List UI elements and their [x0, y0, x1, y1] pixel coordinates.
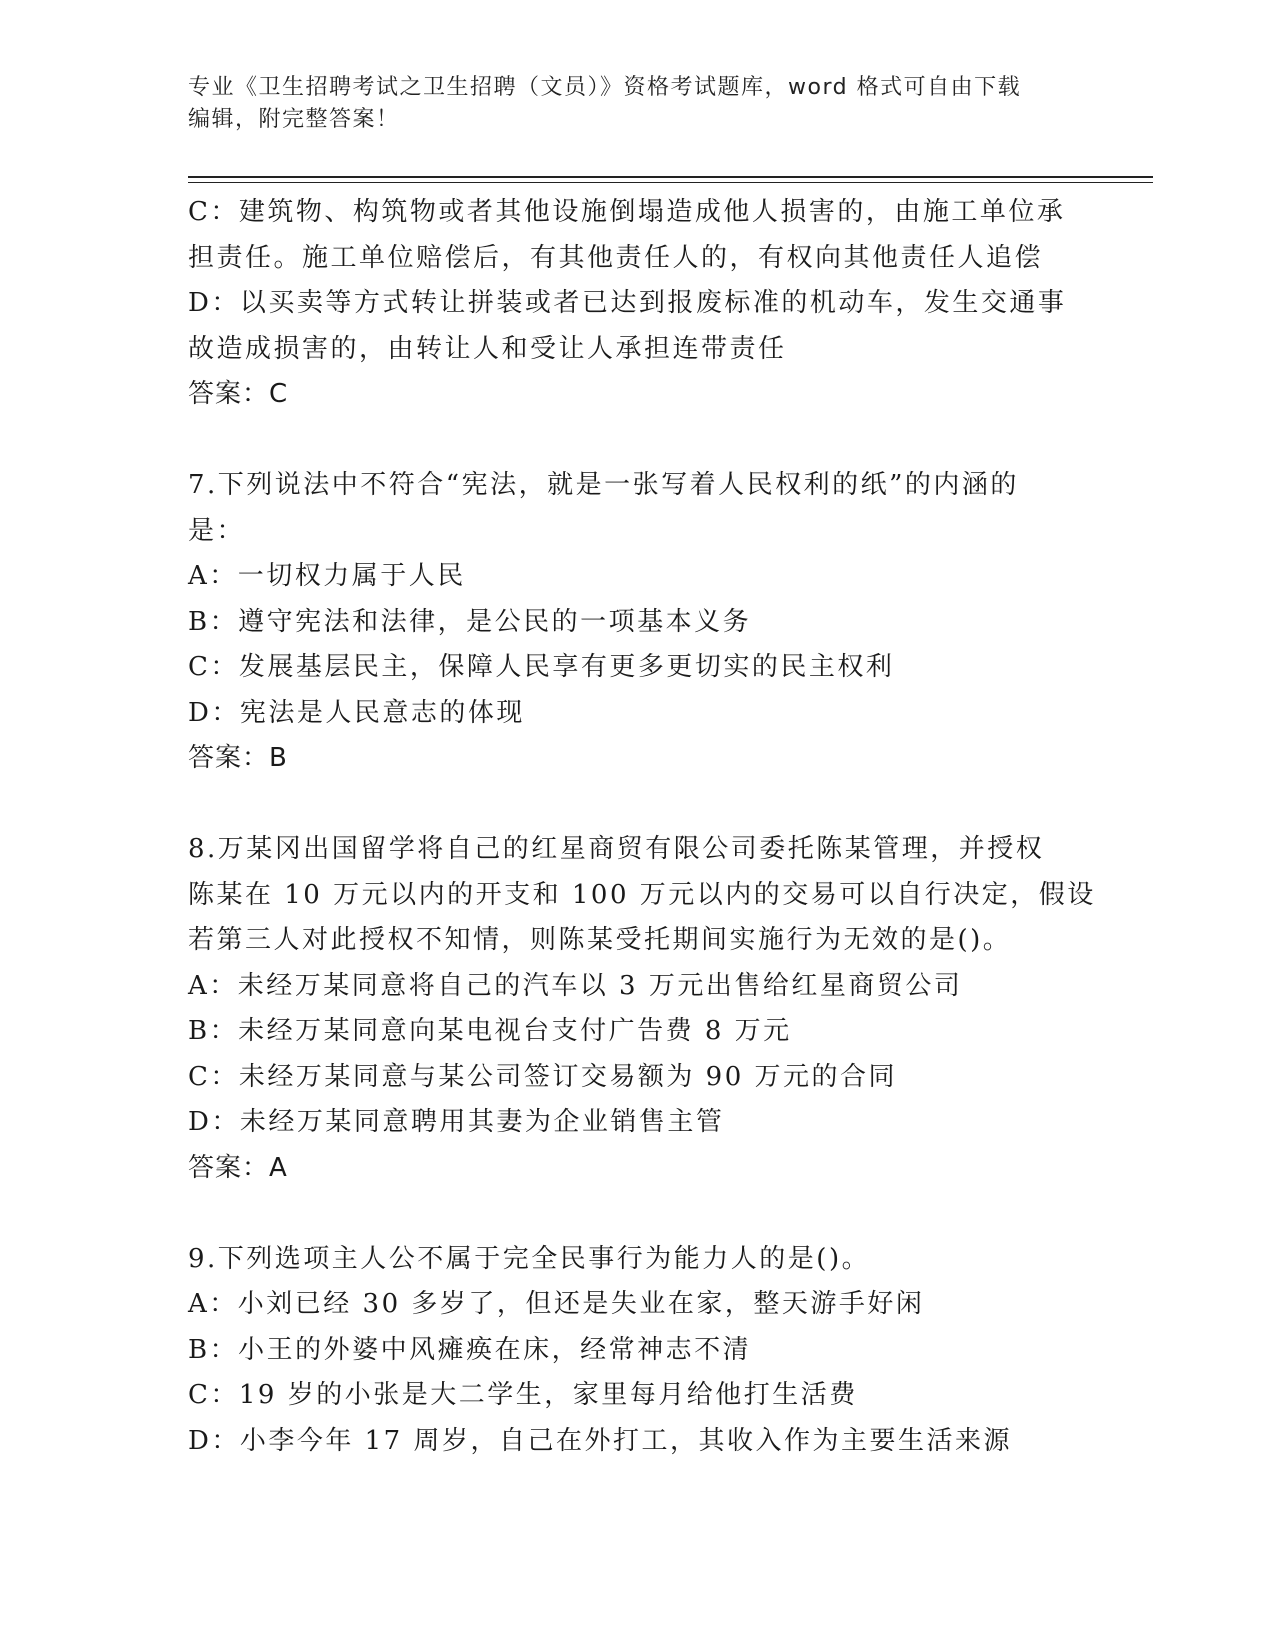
option-d-line-1: D：以买卖等方式转让拼装或者已达到报废标准的机动车，发生交通事	[188, 288, 1067, 318]
option-c: C：未经万某同意与某公司签订交易额为 90 万元的合同	[188, 1061, 898, 1092]
spacer	[188, 418, 1088, 464]
option-c-line-2: 担责任。施工单位赔偿后，有其他责任人的，有权向其他责任人追偿	[188, 242, 1044, 273]
header-line-2: 编辑，附完整答案！	[188, 107, 400, 132]
option-c: C：19 岁的小张是大二学生，家里每月给他打生活费	[188, 1380, 858, 1410]
option-c-line-1: C：建筑物、构筑物或者其他设施倒塌造成他人损害的，由施工单位承	[188, 197, 1066, 227]
option-a: A：小刘已经 30 多岁了，但还是失业在家，整天游手好闲	[188, 1289, 925, 1319]
question-stem-line-2: 是：	[188, 515, 246, 546]
option-a: A：未经万某同意将自己的汽车以 3 万元出售给红星商贸公司	[188, 970, 963, 1001]
question-stem-line-1: 7.下列说法中不符合“宪法，就是一张写着人民权利的纸”的内涵的	[188, 470, 1019, 500]
header-divider-thick	[188, 176, 1153, 178]
answer-label: 答案：C	[188, 379, 289, 409]
header-line-1: 专业《卫生招聘考试之卫生招聘（文员）》资格考试题库，word 格式可自由下载	[188, 75, 1022, 100]
option-d: D：未经万某同意聘用其妻为企业销售主管	[188, 1107, 725, 1137]
question-6-continued	[188, 190, 1088, 418]
option-a: A：一切权力属于人民	[188, 561, 466, 591]
document-body	[188, 190, 1096, 1464]
option-b: B：遵守宪法和法律，是公民的一项基本义务	[188, 606, 752, 637]
question-stem-line-3: 若第三人对此授权不知情，则陈某受托期间实施行为无效的是()。	[188, 925, 1012, 955]
answer-label: 答案：A	[188, 1152, 288, 1183]
header-divider-thin	[188, 182, 1153, 183]
answer-label: 答案：B	[188, 743, 288, 773]
question-9	[188, 1237, 1088, 1465]
document-header	[188, 72, 1088, 136]
question-8	[188, 827, 1096, 1191]
question-stem-line-2: 陈某在 10 万元以内的开支和 100 万元以内的交易可以自行决定，假设	[188, 879, 1096, 910]
option-b: B：未经万某同意向某电视台支付广告费 8 万元	[188, 1016, 792, 1046]
option-d: D：小李今年 17 周岁，自己在外打工，其收入作为主要生活来源	[188, 1425, 1012, 1456]
question-stem-line-1: 9.下列选项主人公不属于完全民事行为能力人的是()。	[188, 1243, 871, 1274]
question-stem-line-1: 8.万某冈出国留学将自己的红星商贸有限公司委托陈某管理，并授权	[188, 834, 1045, 864]
option-b: B：小王的外婆中风瘫痪在床，经常神志不清	[188, 1334, 752, 1365]
option-d-line-2: 故造成损害的，由转让人和受让人承担连带责任	[188, 333, 787, 364]
option-d: D：宪法是人民意志的体现	[188, 697, 525, 728]
question-7	[188, 463, 1088, 782]
option-c: C：发展基层民主，保障人民享有更多更切实的民主权利	[188, 652, 895, 682]
spacer	[188, 1191, 1088, 1237]
spacer	[188, 782, 1088, 828]
